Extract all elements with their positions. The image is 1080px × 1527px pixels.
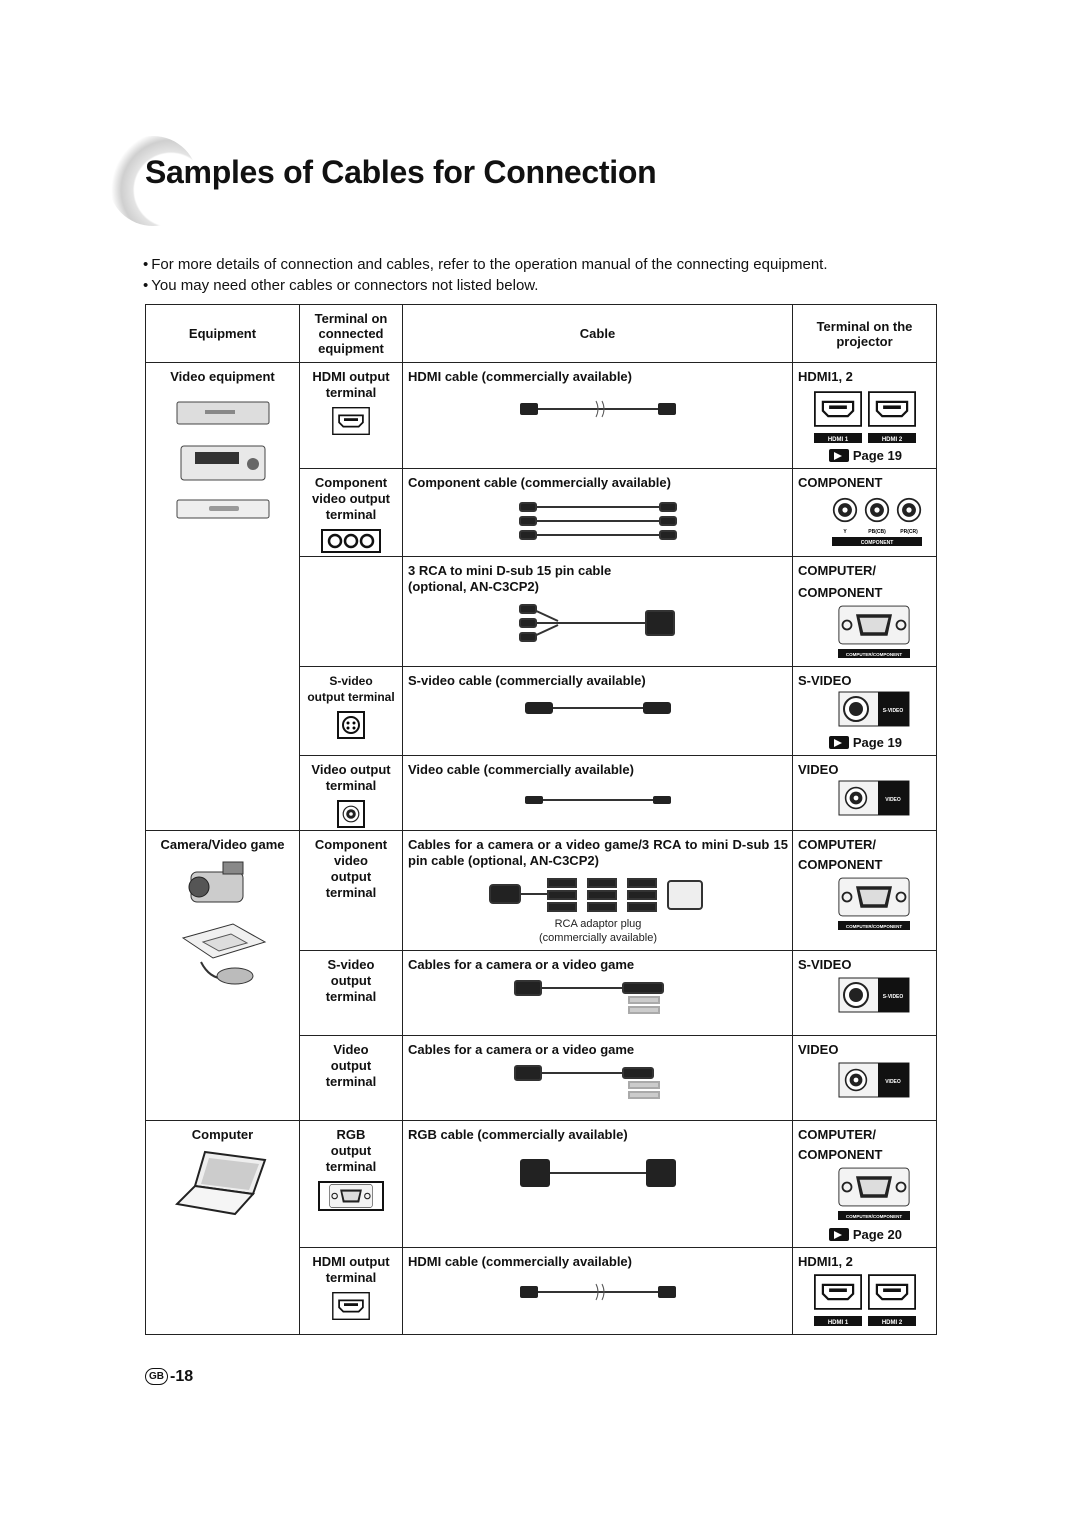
camera-svideo-cable-icon — [513, 977, 683, 1017]
equipment-label: Video equipment — [170, 369, 275, 384]
cable-hdmi: HDMI cable (commercially available) — [403, 363, 793, 469]
header-terminal-connected: Terminal on connected equipment — [300, 305, 403, 363]
computer-component-label: COMPUTER/COMPONENT — [845, 652, 903, 657]
projector-computer-hdmi: HDMI1, 2 HDMI 1 HDMI 2 — [793, 1248, 937, 1335]
comp-y-label: Y — [843, 529, 847, 535]
hdmi-cable-icon — [518, 399, 678, 419]
terminal-camera-component: Component video output terminal — [300, 831, 403, 951]
vga-port-icon — [318, 1181, 384, 1211]
hdmi-port-icon — [324, 407, 378, 435]
projector-camera-video: VIDEO VIDEO — [793, 1036, 937, 1121]
video-port-icon — [337, 800, 365, 828]
cable-component: Component cable (commercially available) — [403, 469, 793, 557]
video-label: VIDEO — [885, 1079, 901, 1085]
header-cable: Cable — [403, 305, 793, 363]
cable-video: Video cable (commercially available) — [403, 756, 793, 831]
laptop-icon — [175, 1148, 271, 1218]
page-ref: Page 20 — [829, 1227, 902, 1243]
projector-rgb: COMPUTER/ COMPONENT COMPUTER/COMPONENT Page 20 — [793, 1121, 937, 1248]
cable-camera-video: Cables for a camera or a video game — [403, 1036, 793, 1121]
projector-computer-component: COMPUTER/ COMPONENT COMPUTER/COMPONENT — [793, 557, 937, 667]
cable-svideo: S-video cable (commercially available) — [403, 667, 793, 756]
svideo-panel-icon — [838, 691, 910, 727]
computer-component-label: COMPUTER/COMPONENT — [845, 924, 903, 929]
svideo-port-icon — [337, 711, 365, 739]
cable-camera-svideo: Cables for a camera or a video game — [403, 951, 793, 1036]
hdmi1-label: HDMI 1 — [827, 1320, 849, 1326]
terminal-camera-svideo: S-video output terminal — [300, 951, 403, 1036]
dsub-panel-icon — [836, 875, 912, 933]
comp-pr-label: PR(CR) — [900, 529, 918, 535]
region-badge: GB — [145, 1368, 168, 1385]
hdmi-panel-icon — [810, 1272, 920, 1330]
page-title: Samples of Cables for Connection — [145, 154, 657, 190]
terminal-empty — [300, 557, 403, 667]
rca-dsub-cable-icon — [518, 601, 678, 645]
svideo-cable-icon — [523, 699, 673, 717]
video-equipment-icon — [175, 390, 271, 520]
terminal-svideo: S-video output terminal — [300, 667, 403, 756]
cable-rgb: RGB cable (commercially available) — [403, 1121, 793, 1248]
svideo-label: S-VIDEO — [882, 708, 904, 714]
video-label: VIDEO — [885, 797, 901, 803]
page-ref: Page 19 — [829, 735, 902, 751]
equipment-video — [146, 363, 300, 831]
svideo-label: S-VIDEO — [882, 994, 904, 1000]
computer-component-label: COMPUTER/COMPONENT — [845, 1214, 903, 1219]
component-panel-icon — [828, 495, 928, 551]
terminal-rgb: RGB output terminal — [300, 1121, 403, 1248]
arrow-right-icon — [829, 1228, 849, 1241]
arrow-right-icon — [829, 736, 849, 749]
camera-component-cable-icon — [488, 873, 708, 917]
terminal-computer-hdmi: HDMI output terminal — [300, 1248, 403, 1335]
projector-svideo: S-VIDEO S-VIDEO Page 19 — [793, 667, 937, 756]
header-equipment: Equipment — [146, 305, 300, 363]
dsub-panel-icon — [836, 603, 912, 661]
terminal-video: Video output terminal — [300, 756, 403, 831]
rgb-cable-icon — [518, 1155, 678, 1191]
cable-rca-dsub: 3 RCA to mini D-sub 15 pin cable (optional, AN-C3CP2) — [403, 557, 793, 667]
component-port-icon — [321, 529, 381, 553]
terminal-component: Component video output terminal — [300, 469, 403, 557]
hdmi1-label: HDMI 1 — [827, 437, 849, 443]
video-panel-icon — [838, 1062, 910, 1098]
video-panel-icon — [838, 780, 910, 816]
equipment-camera-game: Camera/Video game — [146, 831, 300, 1121]
hdmi-port-icon — [324, 1292, 378, 1320]
projector-camera-svideo: S-VIDEO S-VIDEO — [793, 951, 937, 1036]
terminal-hdmi: HDMI output terminal — [300, 363, 403, 469]
cable-camera-component: Cables for a camera or a video game/3 RCA to mini D-sub 15 pin cable (optional, AN-C3CP2) RCA adaptor plug (commercially available) — [403, 831, 793, 951]
bullet-item: • You may need other cables or connectors not listed below. — [143, 275, 828, 296]
arrow-right-icon — [829, 449, 849, 462]
page-ref: Page 19 — [829, 448, 902, 464]
bullet-item: • For more details of connection and cables, refer to the operation manual of the connecting equipment. — [143, 254, 828, 275]
component-label: COMPONENT — [860, 540, 894, 546]
svideo-panel-icon — [838, 977, 910, 1013]
camera-game-icon — [173, 858, 273, 988]
header-terminal-projector: Terminal on the projector — [793, 305, 937, 363]
page-number: GB -18 — [145, 1368, 193, 1386]
projector-camera-component: COMPUTER/ COMPONENT COMPUTER/COMPONENT — [793, 831, 937, 951]
dsub-panel-icon — [836, 1165, 912, 1223]
hdmi2-label: HDMI 2 — [881, 1320, 903, 1326]
terminal-camera-video: Video output terminal — [300, 1036, 403, 1121]
cable-computer-hdmi: HDMI cable (commercially available) — [403, 1248, 793, 1335]
hdmi-cable-icon — [518, 1282, 678, 1302]
projector-video: VIDEO VIDEO — [793, 756, 937, 831]
adaptor-note: RCA adaptor plug (commercially available) — [539, 918, 657, 944]
cables-table — [145, 304, 937, 1335]
component-cable-icon — [518, 499, 678, 543]
intro-bullets — [143, 254, 828, 296]
hdmi-panel-icon — [810, 389, 920, 447]
projector-component: COMPONENT Y PB(CB) PR(CR) COMPONENT — [793, 469, 937, 557]
equipment-computer: Computer — [146, 1121, 300, 1335]
projector-hdmi: HDMI1, 2 HDMI 1 HDMI 2 Page 19 — [793, 363, 937, 469]
hdmi2-label: HDMI 2 — [881, 437, 903, 443]
comp-pb-label: PB(CB) — [868, 529, 886, 535]
camera-video-cable-icon — [513, 1062, 683, 1102]
video-cable-icon — [523, 792, 673, 808]
